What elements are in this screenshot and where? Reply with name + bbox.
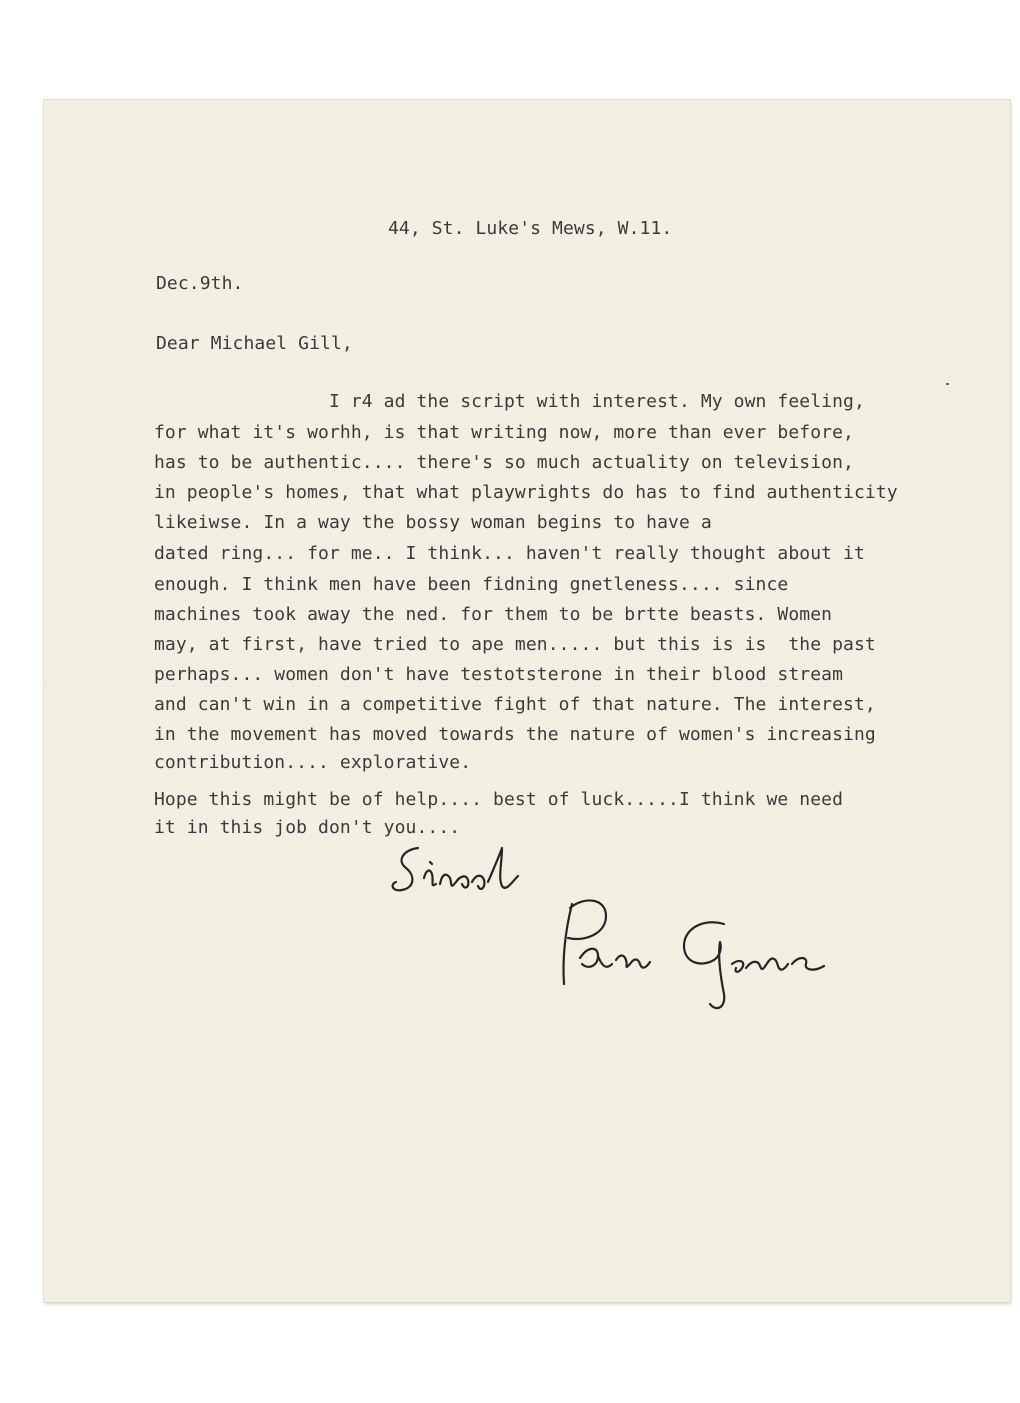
body-line-4: in people's homes, that what playwrights do has to find authenticity [154, 482, 898, 503]
body-line-5: likeiwse. In a way the bossy woman begins to have a [154, 512, 712, 533]
body-line-2: for what it's worhh, is that writing now, more than ever before, [154, 422, 854, 443]
body-line-15: it in this job don't you.... [154, 817, 461, 838]
body-line-7: enough. I think men have been fidning gnetleness.... since [154, 574, 789, 595]
body-line-9: may, at first, have tried to ape men..... but this is is the past [154, 634, 876, 655]
body-line-3: has to be authentic.... there's so much actuality on television, [154, 452, 854, 473]
body-line-1: I r4 ad the script with interest. My own feeling, [154, 391, 865, 412]
body-line-8: machines took away the ned. for them to be brtte beasts. Women [154, 604, 833, 625]
body-line-13: contribution.... explorative. [154, 752, 472, 773]
body-line-14: Hope this might be of help.... best of luck.....I think we need [154, 789, 844, 810]
body-line-12: in the movement has moved towards the nature of women's increasing [154, 724, 876, 745]
salutation: Dear Michael Gill, [156, 333, 353, 354]
stray-ink-mark [946, 383, 949, 385]
handwritten-signature [384, 838, 844, 1018]
letter-paper [44, 100, 1010, 1302]
sender-address: 44, St. Luke's Mews, W.11. [388, 218, 673, 239]
letter-date: Dec.9th. [156, 273, 244, 294]
body-line-6: dated ring... for me.. I think... haven't really thought about it [154, 543, 865, 564]
body-line-11: and can't win in a competitive fight of that nature. The interest, [154, 694, 876, 715]
body-line-10: perhaps... women don't have testotsterone in their blood stream [154, 664, 844, 685]
